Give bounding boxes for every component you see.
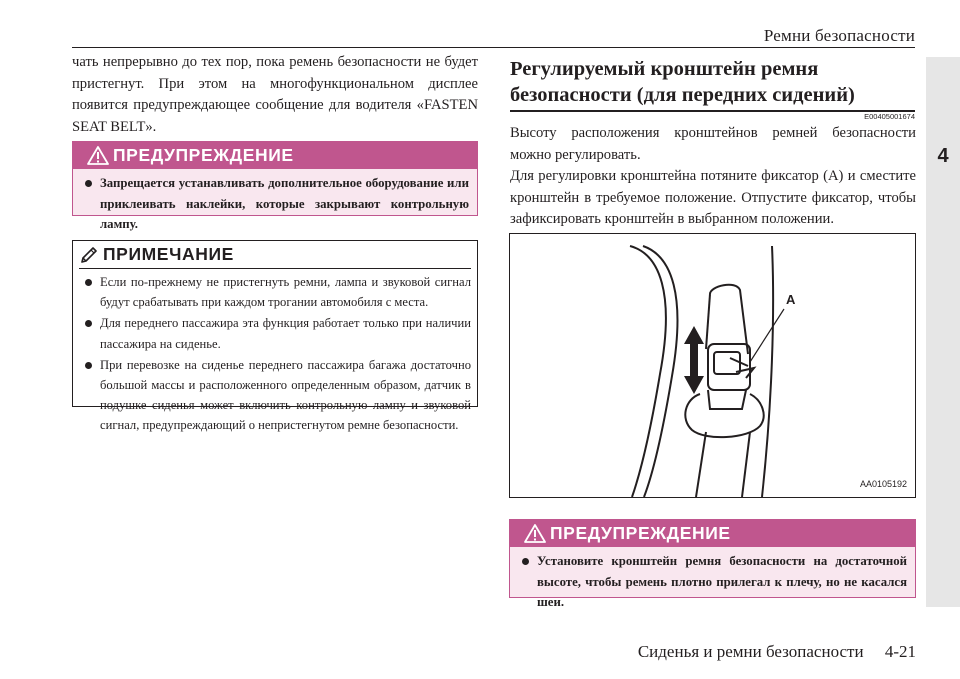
- bullet-icon: [522, 558, 529, 565]
- chapter-tab: [926, 57, 960, 607]
- bullet-icon: [85, 279, 92, 286]
- warning-text: Запрещается устанавливать дополнительное оборудование или приклеивать наклейки, которые закрывают контрольную лампу.: [100, 176, 469, 231]
- warning-header: [73, 142, 477, 169]
- note-box: [72, 240, 478, 433]
- seat-belt-anchor-drawing: [510, 234, 915, 497]
- note-text: При перевозке на сиденье переднего пассажира багажа достаточно большой массы и расположенного определенным образом, датчик в подушке сиденья может включить контрольную лампу и звуковой сигнал, предупреждающий о непристегнутом ремне безопасности.: [100, 357, 471, 433]
- page-number: 4-21: [884, 642, 916, 661]
- paragraph: Высоту расположения кронштейнов ремней безопасности можно регулировать.: [510, 125, 916, 163]
- warning-box-1: [72, 141, 478, 231]
- list-item: [522, 551, 907, 613]
- warning-body: [510, 547, 915, 619]
- warning-header: [510, 520, 915, 547]
- warning-heading: ПРЕДУПРЕЖДЕНИЕ: [113, 145, 294, 165]
- pencil-icon: [79, 245, 99, 265]
- note-body: [73, 269, 477, 440]
- note-heading: ПРИМЕЧАНИЕ: [103, 244, 234, 264]
- note-header: [73, 241, 477, 268]
- chapter-number: 4: [937, 145, 949, 167]
- list-item: [85, 313, 471, 353]
- bullet-icon: [85, 320, 92, 327]
- note-text: Если по-прежнему не пристегнуть ремни, лампа и звуковой сигнал будут срабатывать при каждом трогании автомобиля с места.: [100, 275, 471, 310]
- warning-box-2: [509, 519, 916, 609]
- warning-heading: ПРЕДУПРЕЖДЕНИЕ: [550, 523, 731, 543]
- paragraph: Для регулировки кронштейна потяните фиксатор (А) и сместите кронштейн в требуемое положение. Отпустите фиксатор, чтобы зафиксировать кронштейн в выбранном положении.: [510, 168, 916, 227]
- list-item: [85, 173, 469, 235]
- section-title: Регулируемый кронштейн ремня безопасности (для передних сидений): [510, 58, 855, 106]
- footer-title: Сиденья и ремни безопасности: [637, 642, 864, 661]
- running-header: Ремни безопасности: [763, 26, 915, 45]
- page-footer: [620, 642, 916, 662]
- intro-paragraph: чать непрерывно до тех пор, пока ремень безопасности не будет пристегнут. При этом на многофункциональном дисплее появится предупреждающее сообщение для водителя «FASTEN SEAT BELT».: [72, 54, 478, 135]
- warning-text: Установите кронштейн ремня безопасности на достаточной высоте, чтобы ремень плотно прилегал к плечу, но не касался шеи.: [537, 554, 907, 609]
- figure-label-a: A: [786, 292, 796, 307]
- adjust-arrow: [684, 326, 704, 394]
- header-rule: [72, 47, 915, 48]
- warning-body: [73, 169, 477, 241]
- bullet-icon: [85, 180, 92, 187]
- warning-triangle-icon: [87, 146, 109, 165]
- bullet-icon: [85, 362, 92, 369]
- section-code: E00405001674: [864, 112, 915, 121]
- figure-code: AA0105192: [859, 479, 907, 489]
- section-body: [510, 123, 916, 231]
- list-item: [85, 355, 471, 436]
- note-text: Для переднего пассажира эта функция работает только при наличии пассажира на сиденье.: [100, 316, 471, 351]
- seat-belt-anchor-illustration: [509, 233, 916, 498]
- warning-triangle-icon: [524, 524, 546, 543]
- list-item: [85, 272, 471, 312]
